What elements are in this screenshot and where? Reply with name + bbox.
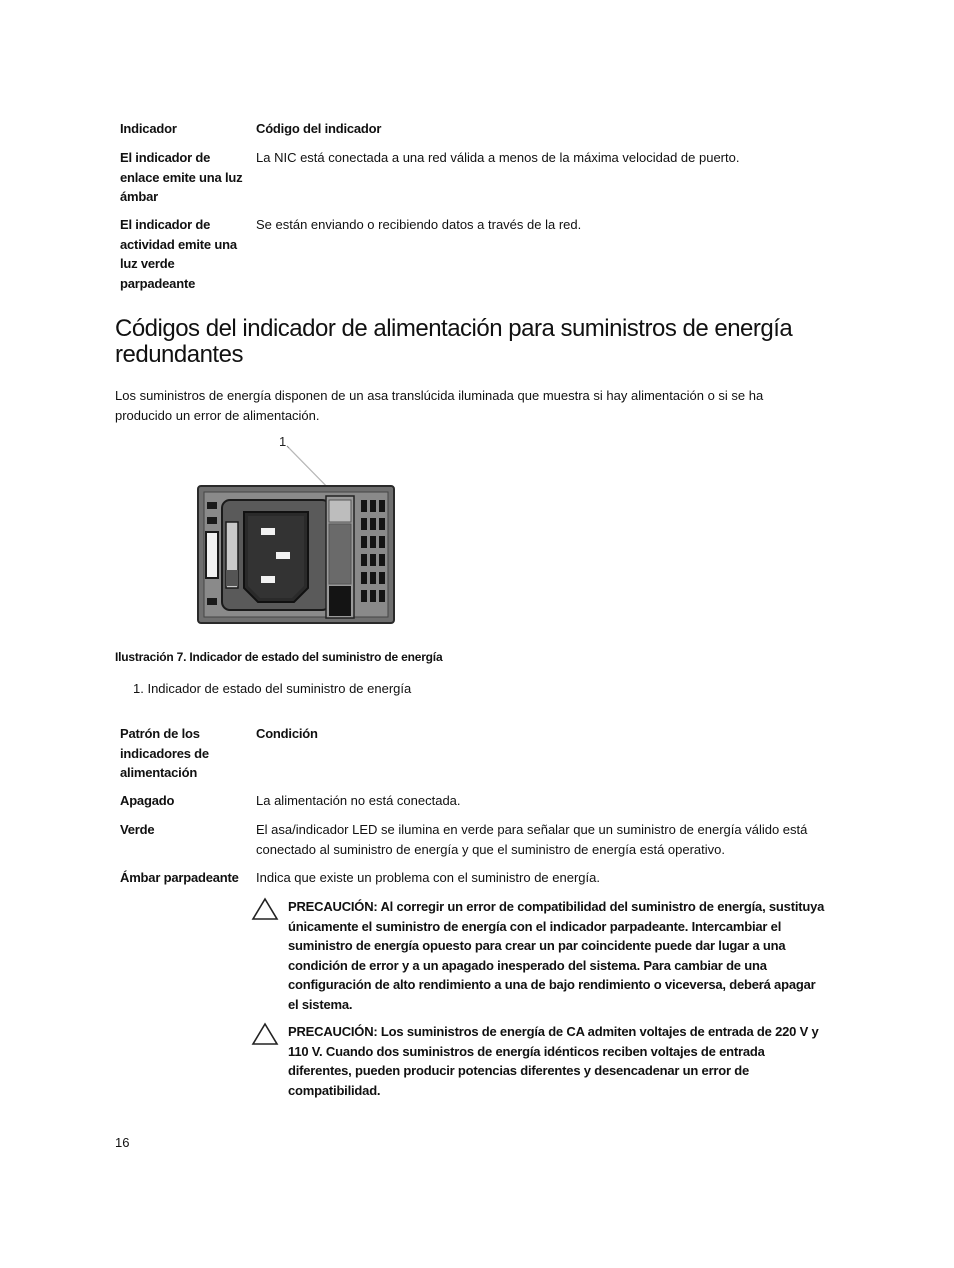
- figure-callout-number: 1: [279, 434, 287, 449]
- table2-row2-pattern: Verde: [120, 822, 155, 837]
- section-title: Códigos del indicador de alimentación para suministros de energía redundantes: [115, 315, 793, 368]
- table1-row1-code: La NIC está conectada a una red válida a menos de la máxima velocidad de puerto.: [256, 150, 740, 165]
- table1-row2-indicator: El indicador de actividad emite una luz verde parpadeante: [120, 217, 237, 291]
- table2-row2-condition: El asa/indicador LED se ilumina en verde para señalar que un suministro de energía válido está conectado al suministro de energía y que el suministro de energía está operativo.: [256, 822, 808, 857]
- caution-text-voltage: PRECAUCIÓN: Los suministros de energía de CA admiten voltajes de entrada de 220 V y 110 V. Cuando dos suministros de energía idénticos reciben voltajes de entrada diferentes, pueden producir potencias diferentes y desencadenar un error de compatibilidad.: [288, 1024, 819, 1098]
- table2-row3-condition: Indica que existe un problema con el suministro de energía.: [256, 870, 600, 885]
- figure-legend-item: 1. Indicador de estado del suministro de energía: [133, 681, 412, 696]
- figure-caption: Ilustración 7. Indicador de estado del suministro de energía: [115, 650, 443, 664]
- table1-header-indicator: Indicador: [120, 121, 177, 136]
- power-supply-figure: [190, 430, 410, 635]
- page-number: 16: [115, 1135, 130, 1150]
- table2-header-pattern: Patrón de los indicadores de alimentación: [120, 726, 209, 780]
- table2-row1-pattern: Apagado: [120, 793, 175, 808]
- table1-row2-code: Se están enviando o recibiendo datos a través de la red.: [256, 217, 582, 232]
- table1-header-code: Código del indicador: [256, 121, 382, 136]
- caution-text-compatibility: PRECAUCIÓN: Al corregir un error de compatibilidad del suministro de energía, sustituya únicamente el suministro de energía con el indicador parpadeante. Intercambiar el suministro de energía opuesto para crear un par coincidente puede dar lugar a una condición de error y a un apagado inesperado del sistema. Para cambiar de una configuración de alto rendimiento a una de bajo rendimiento o viceversa, deberá apagar el sistema.: [288, 899, 825, 1012]
- caution-icon: [251, 1022, 279, 1051]
- table2-row3-pattern: Ámbar parpadeante: [120, 870, 239, 885]
- section-intro: Los suministros de energía disponen de un asa translúcida iluminada que muestra si hay alimentación o si se ha producido un error de alimentación.: [115, 388, 764, 423]
- caution-icon: [251, 897, 279, 926]
- table1-row1-indicator: El indicador de enlace emite una luz ámbar: [120, 150, 243, 204]
- table2-header-condition: Condición: [256, 726, 318, 741]
- power-supply-illustration: [190, 430, 410, 630]
- table2-row1-condition: La alimentación no está conectada.: [256, 793, 461, 808]
